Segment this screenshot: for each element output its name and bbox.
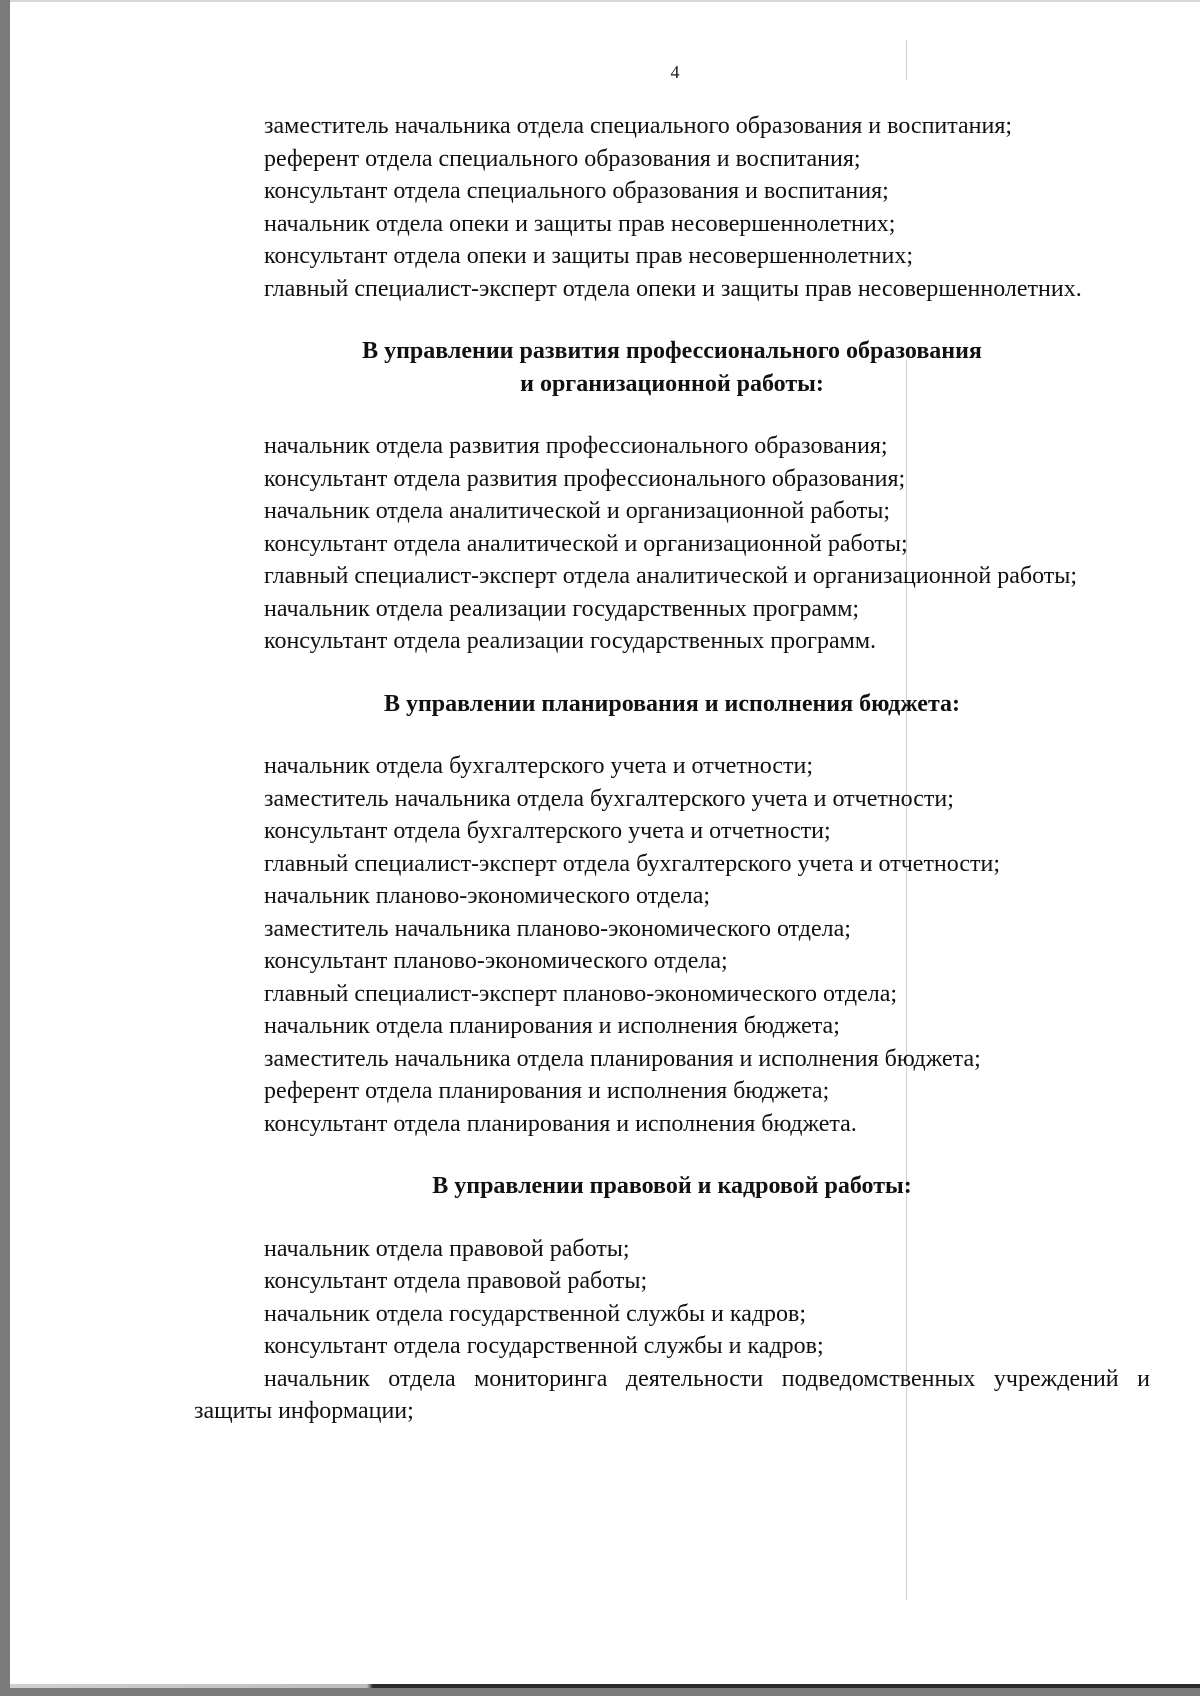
- list-item: начальник отдела планирования и исполнения бюджета;: [264, 1013, 840, 1039]
- section-heading-line: В управлении развития профессионального образования: [362, 338, 982, 364]
- list-item: консультант отдела планирования и исполнения бюджета.: [264, 1110, 857, 1137]
- list-item: консультант отдела специального образования и воспитания;: [264, 178, 889, 204]
- list-item: консультант отдела государственной службы и кадров;: [264, 1333, 824, 1359]
- list-item: начальник отдела бухгалтерского учета и отчетности;: [264, 753, 814, 779]
- list-item: главный специалист-эксперт отдела аналитической и организационной работы;: [264, 563, 1078, 589]
- list-item: начальник отдела правовой работы;: [264, 1235, 630, 1262]
- section-heading: [194, 335, 1150, 400]
- list-item: начальник отдела мониторинга деятельности подведомственных учреждений и защиты информации;: [194, 1365, 1150, 1424]
- list-item: начальник отдела государственной службы и кадров;: [264, 1300, 807, 1327]
- list-item: главный специалист-эксперт планово-экономического отдела;: [264, 980, 898, 1007]
- list-item: консультант отдела развития профессионального образования;: [264, 465, 906, 492]
- list-item: заместитель начальника планово-экономического отдела;: [264, 915, 851, 942]
- list-item: начальник отдела развития профессионального образования;: [264, 433, 888, 459]
- section-heading-line: В управлении планирования и исполнения бюджета:: [383, 690, 961, 717]
- document-body: [194, 110, 1150, 1428]
- list-item: заместитель начальника отдела специального образования и воспитания;: [264, 113, 1013, 139]
- list-item: начальник отдела аналитической и организационной работы;: [264, 498, 891, 524]
- list-item: заместитель начальника отдела планирования и исполнения бюджета;: [264, 1045, 981, 1072]
- list-item: начальник планово-экономического отдела;: [264, 883, 711, 909]
- scan-edge-top: [10, 0, 1200, 2]
- list-item: референт отдела планирования и исполнения бюджета;: [264, 1078, 830, 1104]
- section-heading: [194, 688, 1150, 721]
- list-item: главный специалист-эксперт отдела опеки и защиты прав несовершеннолетних.: [264, 275, 1082, 302]
- list-item: консультант планово-экономического отдела;: [264, 948, 728, 974]
- list-item: консультант отдела реализации государственных программ.: [264, 628, 877, 654]
- list-item: начальник отдела реализации государственных программ;: [264, 595, 860, 622]
- section-heading-line: В управлении правовой и кадровой работы:: [432, 1173, 912, 1199]
- list-item: главный специалист-эксперт отдела бухгалтерского учета и отчетности;: [264, 850, 1001, 877]
- section-heading: [194, 1170, 1150, 1203]
- page-number: 4: [670, 62, 680, 82]
- list-item: референт отдела специального образования и воспитания;: [264, 145, 861, 172]
- list-item: консультант отдела бухгалтерского учета и отчетности;: [264, 818, 831, 844]
- document-page: [10, 0, 1200, 1688]
- list-item: консультант отдела правовой работы;: [264, 1268, 648, 1294]
- section-heading-line: и организационной работы:: [520, 370, 824, 397]
- list-item: начальник отдела опеки и защиты прав несовершеннолетних;: [264, 210, 896, 237]
- scan-edge-bottom: [10, 1684, 1200, 1688]
- list-item: консультант отдела аналитической и организационной работы;: [264, 530, 908, 557]
- list-item: заместитель начальника отдела бухгалтерского учета и отчетности;: [264, 785, 954, 812]
- list-item: консультант отдела опеки и защиты прав несовершеннолетних;: [264, 243, 913, 269]
